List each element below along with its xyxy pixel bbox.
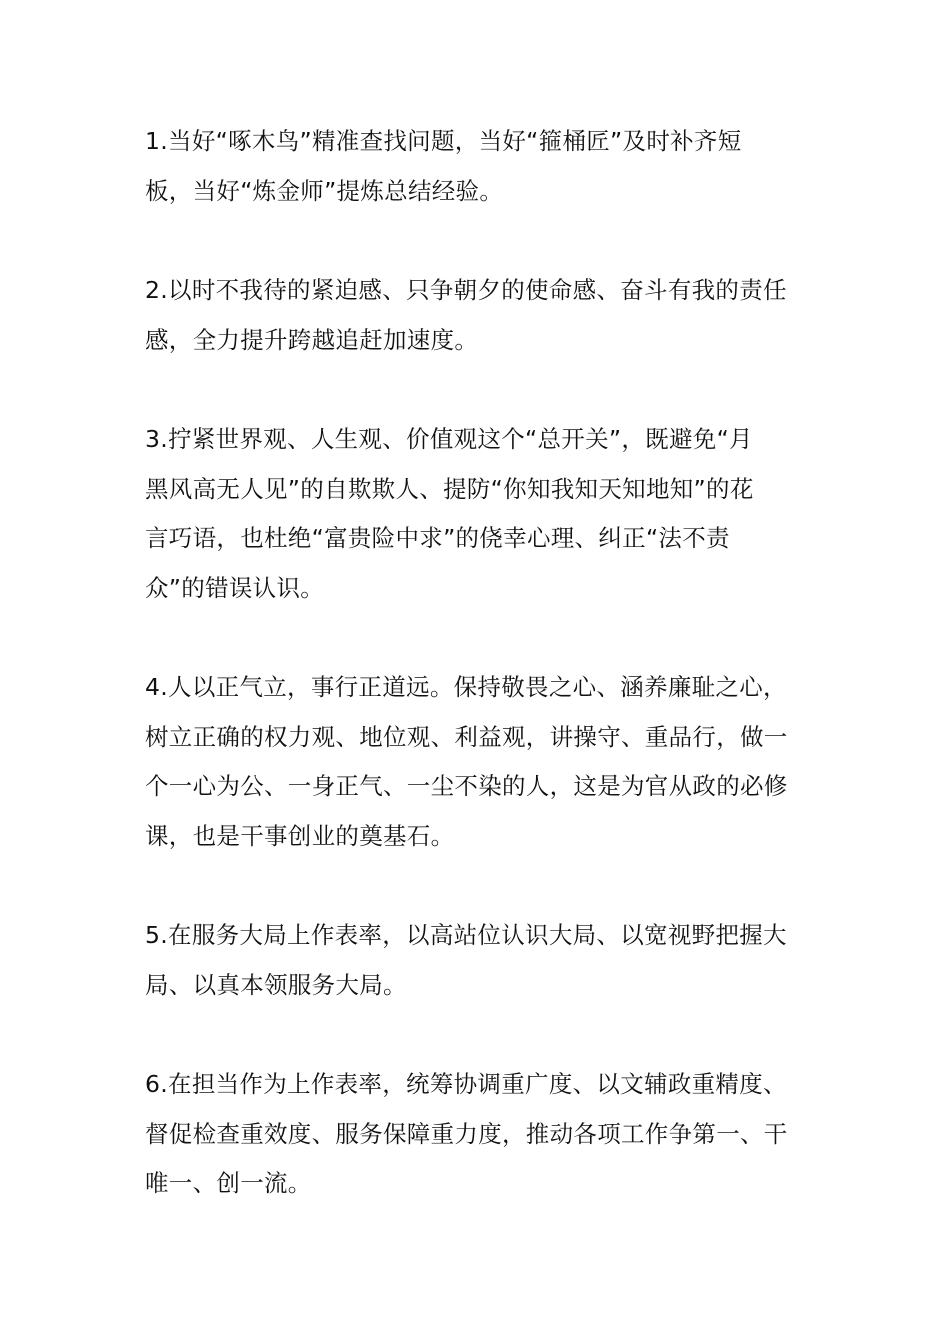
paragraph-line: 唯一、创一流。 — [145, 1169, 312, 1197]
paragraph-1 — [145, 117, 813, 216]
paragraph-4 — [145, 663, 813, 861]
paragraph-line: 课，也是干事创业的奠基石。 — [145, 821, 455, 850]
paragraph-line: 5.在服务大局上作表率，以高站位认识大局、以宽视野把握大 — [145, 921, 787, 949]
paragraph-6 — [145, 1060, 813, 1209]
paragraph-line: 3.拧紧世界观、人生观、价值观这个“总开关”，既避免“月 — [145, 425, 753, 453]
paragraph-line: 言巧语，也杜绝“富贵险中求”的侥幸心理、纠正“法不责 — [145, 524, 730, 552]
paragraph-line: 黑风高无人见”的自欺欺人、提防“你知我知天知地知”的花 — [145, 474, 754, 503]
paragraph-line: 局、以真本领服务大局。 — [145, 970, 407, 999]
document-body — [145, 117, 813, 1259]
paragraph-2 — [145, 266, 813, 365]
paragraph-line: 1.当好“啄木鸟”精准查找问题，当好“箍桶匠”及时补齐短 — [145, 127, 742, 155]
paragraph-line: 2.以时不我待的紧迫感、只争朝夕的使命感、奋斗有我的责任 — [145, 276, 787, 304]
paragraph-line: 个一心为公、一身正气、一尘不染的人，这是为官从政的必修 — [145, 772, 788, 800]
paragraph-3 — [145, 415, 813, 613]
paragraph-line: 感，全力提升跨越追赶加速度。 — [145, 325, 479, 354]
paragraph-line: 6.在担当作为上作表率，统筹协调重广度、以文辅政重精度、 — [145, 1070, 787, 1098]
paragraph-line: 督促检查重效度、服务保障重力度，推动各项工作争第一、干 — [145, 1119, 788, 1148]
paragraph-line: 4.人以正气立，事行正道远。保持敬畏之心、涵养廉耻之心， — [145, 673, 787, 701]
paragraph-line: 众”的错误认识。 — [145, 573, 325, 602]
paragraph-5 — [145, 911, 813, 1010]
paragraph-line: 树立正确的权力观、地位观、利益观，讲操守、重品行，做一 — [145, 722, 788, 751]
paragraph-line: 板，当好“炼金师”提炼总结经验。 — [145, 176, 504, 205]
